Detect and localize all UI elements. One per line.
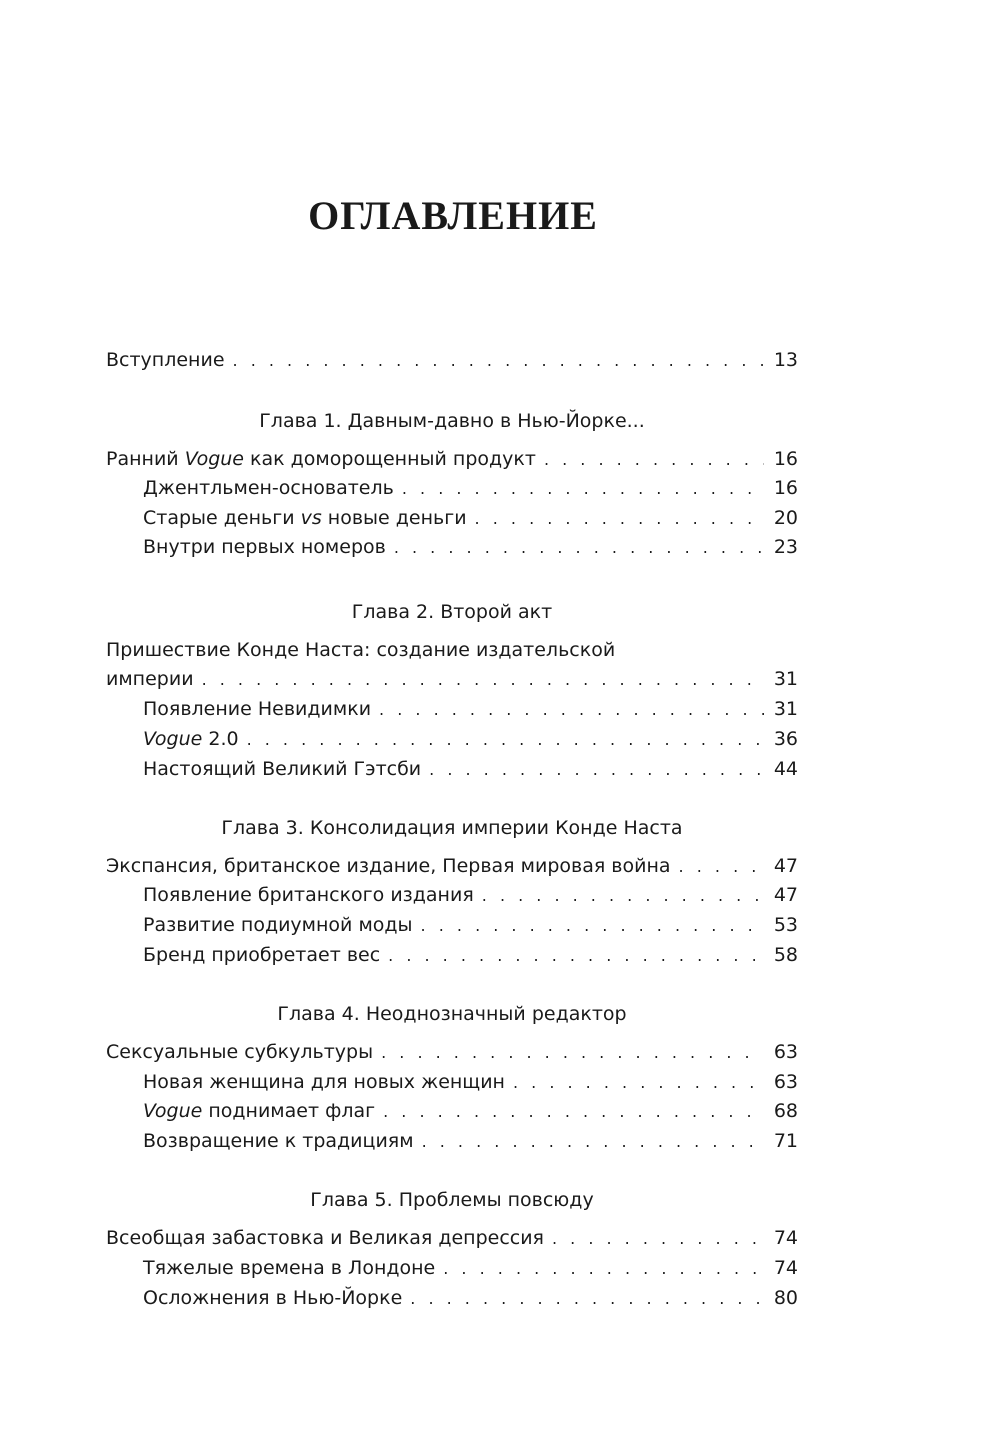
dot-leader <box>233 346 764 376</box>
toc-page-number: 36 <box>773 728 798 750</box>
dot-leader <box>475 504 764 534</box>
toc-page-number: 16 <box>773 448 798 470</box>
dot-leader <box>429 755 764 785</box>
dot-leader <box>422 1127 764 1157</box>
toc-entry[interactable] <box>106 664 798 694</box>
dot-leader <box>202 665 764 695</box>
dot-leader <box>513 1068 764 1098</box>
toc-page-number: 63 <box>773 1071 798 1093</box>
toc-page-number: 71 <box>773 1130 798 1152</box>
toc-page-number: 53 <box>773 914 798 936</box>
toc-entry-label: Джентльмен-основатель <box>143 477 394 499</box>
toc-page-number: 80 <box>773 1287 798 1309</box>
chapter-heading-4: Глава 4. Неоднозначный редактор <box>277 1003 627 1025</box>
toc-entry-label: Пришествие Конде Наста: создание издательской <box>106 639 616 661</box>
toc-subentry[interactable] <box>143 1253 798 1283</box>
toc-page-number: 44 <box>773 758 798 780</box>
toc-entry-label: Настоящий Великий Гэтсби <box>143 758 422 780</box>
toc-page-number: 23 <box>773 536 798 558</box>
toc-entry-label: Новая женщина для новых женщин <box>143 1071 505 1093</box>
toc-entry-line1[interactable] <box>106 635 798 665</box>
toc-subentry[interactable] <box>143 880 798 910</box>
toc-subentry[interactable] <box>143 910 798 940</box>
dot-leader <box>383 1097 764 1127</box>
toc-page-number: 16 <box>773 477 798 499</box>
toc-page-number: 74 <box>773 1257 798 1279</box>
toc-subentry[interactable] <box>143 1126 798 1156</box>
page-title: ОГЛАВЛЕНИЕ <box>308 193 598 238</box>
chapter-heading-2: Глава 2. Второй акт <box>351 601 553 623</box>
toc-entry-label: Внутри первых номеров <box>143 536 386 558</box>
toc-entry-label: империи <box>106 668 194 690</box>
dot-leader <box>379 695 764 725</box>
chapter-heading-3: Глава 3. Консолидация империи Конде Наста <box>221 817 683 839</box>
toc-entry-label: Всеобщая забастовка и Великая депрессия <box>106 1227 544 1249</box>
chapter-heading-1: Глава 1. Давным-давно в Нью-Йорке... <box>259 410 645 432</box>
dot-leader <box>443 1254 764 1284</box>
toc-entry-label: Возвращение к традициям <box>143 1130 414 1152</box>
toc-subentry[interactable] <box>143 473 798 503</box>
dot-leader <box>410 1284 764 1314</box>
toc-entry-label: Развитие подиумной моды <box>143 914 413 936</box>
toc-page-number: 58 <box>773 944 798 966</box>
toc-entry-label: Vogue 2.0 <box>143 728 239 750</box>
toc-page-number: 13 <box>773 349 798 371</box>
dot-leader <box>402 474 764 504</box>
toc-entry[interactable] <box>106 1037 798 1067</box>
toc-entry-label: Сексуальные субкультуры <box>106 1041 374 1063</box>
dot-leader <box>679 852 764 882</box>
table-of-contents <box>106 0 798 1447</box>
toc-subentry[interactable] <box>143 724 798 754</box>
toc-entry-label: Старые деньги vs новые деньги <box>143 507 467 529</box>
dot-leader <box>247 725 764 755</box>
toc-entry[interactable] <box>106 1223 798 1253</box>
toc-subentry[interactable] <box>143 1096 798 1126</box>
toc-entry-label: Появление Невидимки <box>143 698 372 720</box>
toc-entry[interactable] <box>106 444 798 474</box>
toc-page-number: 47 <box>773 855 798 877</box>
toc-page-number: 68 <box>773 1100 798 1122</box>
toc-page-number: 31 <box>773 668 798 690</box>
toc-page-number: 47 <box>773 884 798 906</box>
toc-entry-label: Тяжелые времена в Лондоне <box>143 1257 436 1279</box>
toc-entry-label: Осложнения в Нью-Йорке <box>143 1287 403 1309</box>
dot-leader <box>552 1224 764 1254</box>
dot-leader <box>482 881 764 911</box>
toc-entry-label: Vogue поднимает флаг <box>143 1100 376 1122</box>
chapter-heading-5: Глава 5. Проблемы повсюду <box>310 1189 594 1211</box>
dot-leader <box>381 1038 764 1068</box>
toc-page-number: 20 <box>773 507 798 529</box>
toc-entry-label: Ранний Vogue как доморощенный продукт <box>106 448 536 470</box>
toc-subentry[interactable] <box>143 1283 798 1313</box>
toc-subentry[interactable] <box>143 503 798 533</box>
toc-subentry[interactable] <box>143 532 798 562</box>
toc-page-number: 31 <box>773 698 798 720</box>
toc-entry-label: Бренд приобретает вес <box>143 944 381 966</box>
toc-entry-intro[interactable] <box>106 345 798 375</box>
toc-page-number: 63 <box>773 1041 798 1063</box>
toc-entry-label: Экспансия, британское издание, Первая мировая война <box>106 855 671 877</box>
toc-entry-label: Появление британского издания <box>143 884 474 906</box>
toc-subentry[interactable] <box>143 1067 798 1097</box>
toc-subentry[interactable] <box>143 754 798 784</box>
toc-subentry[interactable] <box>143 940 798 970</box>
toc-entry[interactable] <box>106 851 798 881</box>
toc-entry-label: Вступление <box>106 349 225 371</box>
toc-page-number: 74 <box>773 1227 798 1249</box>
dot-leader <box>544 445 764 475</box>
dot-leader <box>421 911 764 941</box>
dot-leader <box>394 533 764 563</box>
toc-subentry[interactable] <box>143 694 798 724</box>
dot-leader <box>388 941 764 971</box>
